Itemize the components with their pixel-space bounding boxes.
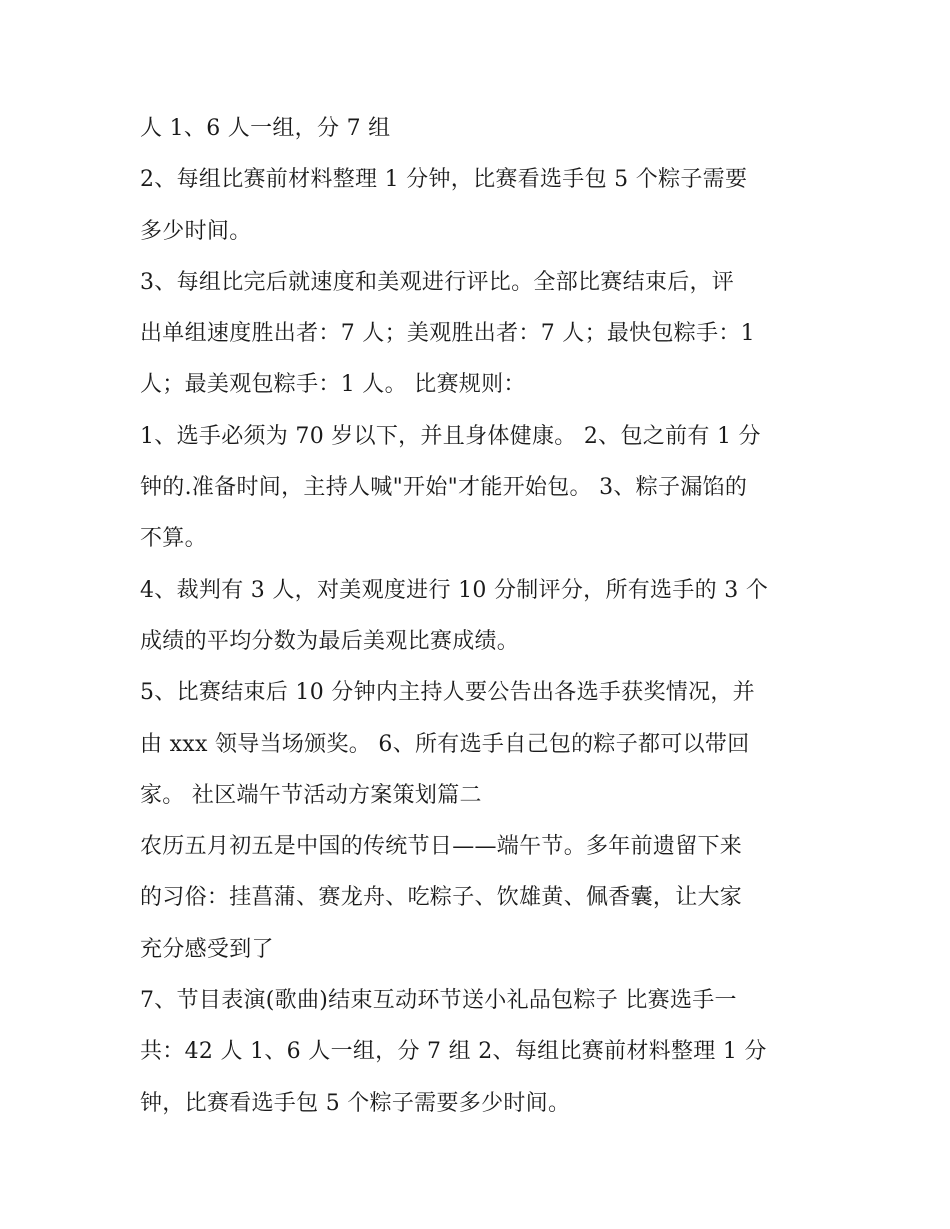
text-line: 4、裁判有 3 人，对美观度进行 10 分制评分，所有选手的 3 个 [140,577,769,603]
text-line: 5、比赛结束后 10 分钟内主持人要公告出各选手获奖情况，并 [140,680,755,706]
text-line: 的习俗：挂菖蒲、赛龙舟、吃粽子、饮雄黄、佩香囊，让大家 [140,885,743,911]
text-line: 家。 社区端午节活动方案策划篇二 [140,782,482,808]
text-line: 7、节目表演(歌曲)结束互动环节送小礼品包粽子 比赛选手一 [140,988,737,1014]
text-line: 由 xxx 领导当场颁奖。 6、所有选手自己包的粽子都可以带回 [140,731,750,757]
text-line: 3、每组比完后就速度和美观进行评比。全部比赛结束后，评 [140,269,735,295]
text-line: 2、每组比赛前材料整理 1 分钟，比赛看选手包 5 个粽子需要 [140,167,748,193]
text-line: 成绩的平均分数为最后美观比赛成绩。 [140,628,520,654]
text-line: 1、选手必须为 70 岁以下，并且身体健康。 2、包之前有 1 分 [140,423,761,449]
text-line: 农历五月初五是中国的传统节日——端午节。多年前遗留下来 [140,834,743,860]
text-line: 钟，比赛看选手包 5 个粽子需要多少时间。 [140,1090,571,1116]
text-line: 人 1、6 人一组，分 7 组 [140,116,391,141]
text-line: 共：42 人 1、6 人一组，分 7 组 2、每组比赛前材料整理 1 分 [140,1039,767,1065]
text-line: 多少时间。 [140,218,252,244]
text-line: 不算。 [140,526,207,552]
text-line: 充分感受到了 [140,936,274,962]
text-line: 钟的.准备时间，主持人喊"开始"才能开始包。 3、粽子漏馅的 [140,475,748,501]
text-line: 出单组速度胜出者：7 人；美观胜出者：7 人；最快包粽手：1 [140,321,755,347]
text-line: 人；最美观包粽手：1 人。 比赛规则： [140,372,526,398]
body-text [140,107,820,1133]
